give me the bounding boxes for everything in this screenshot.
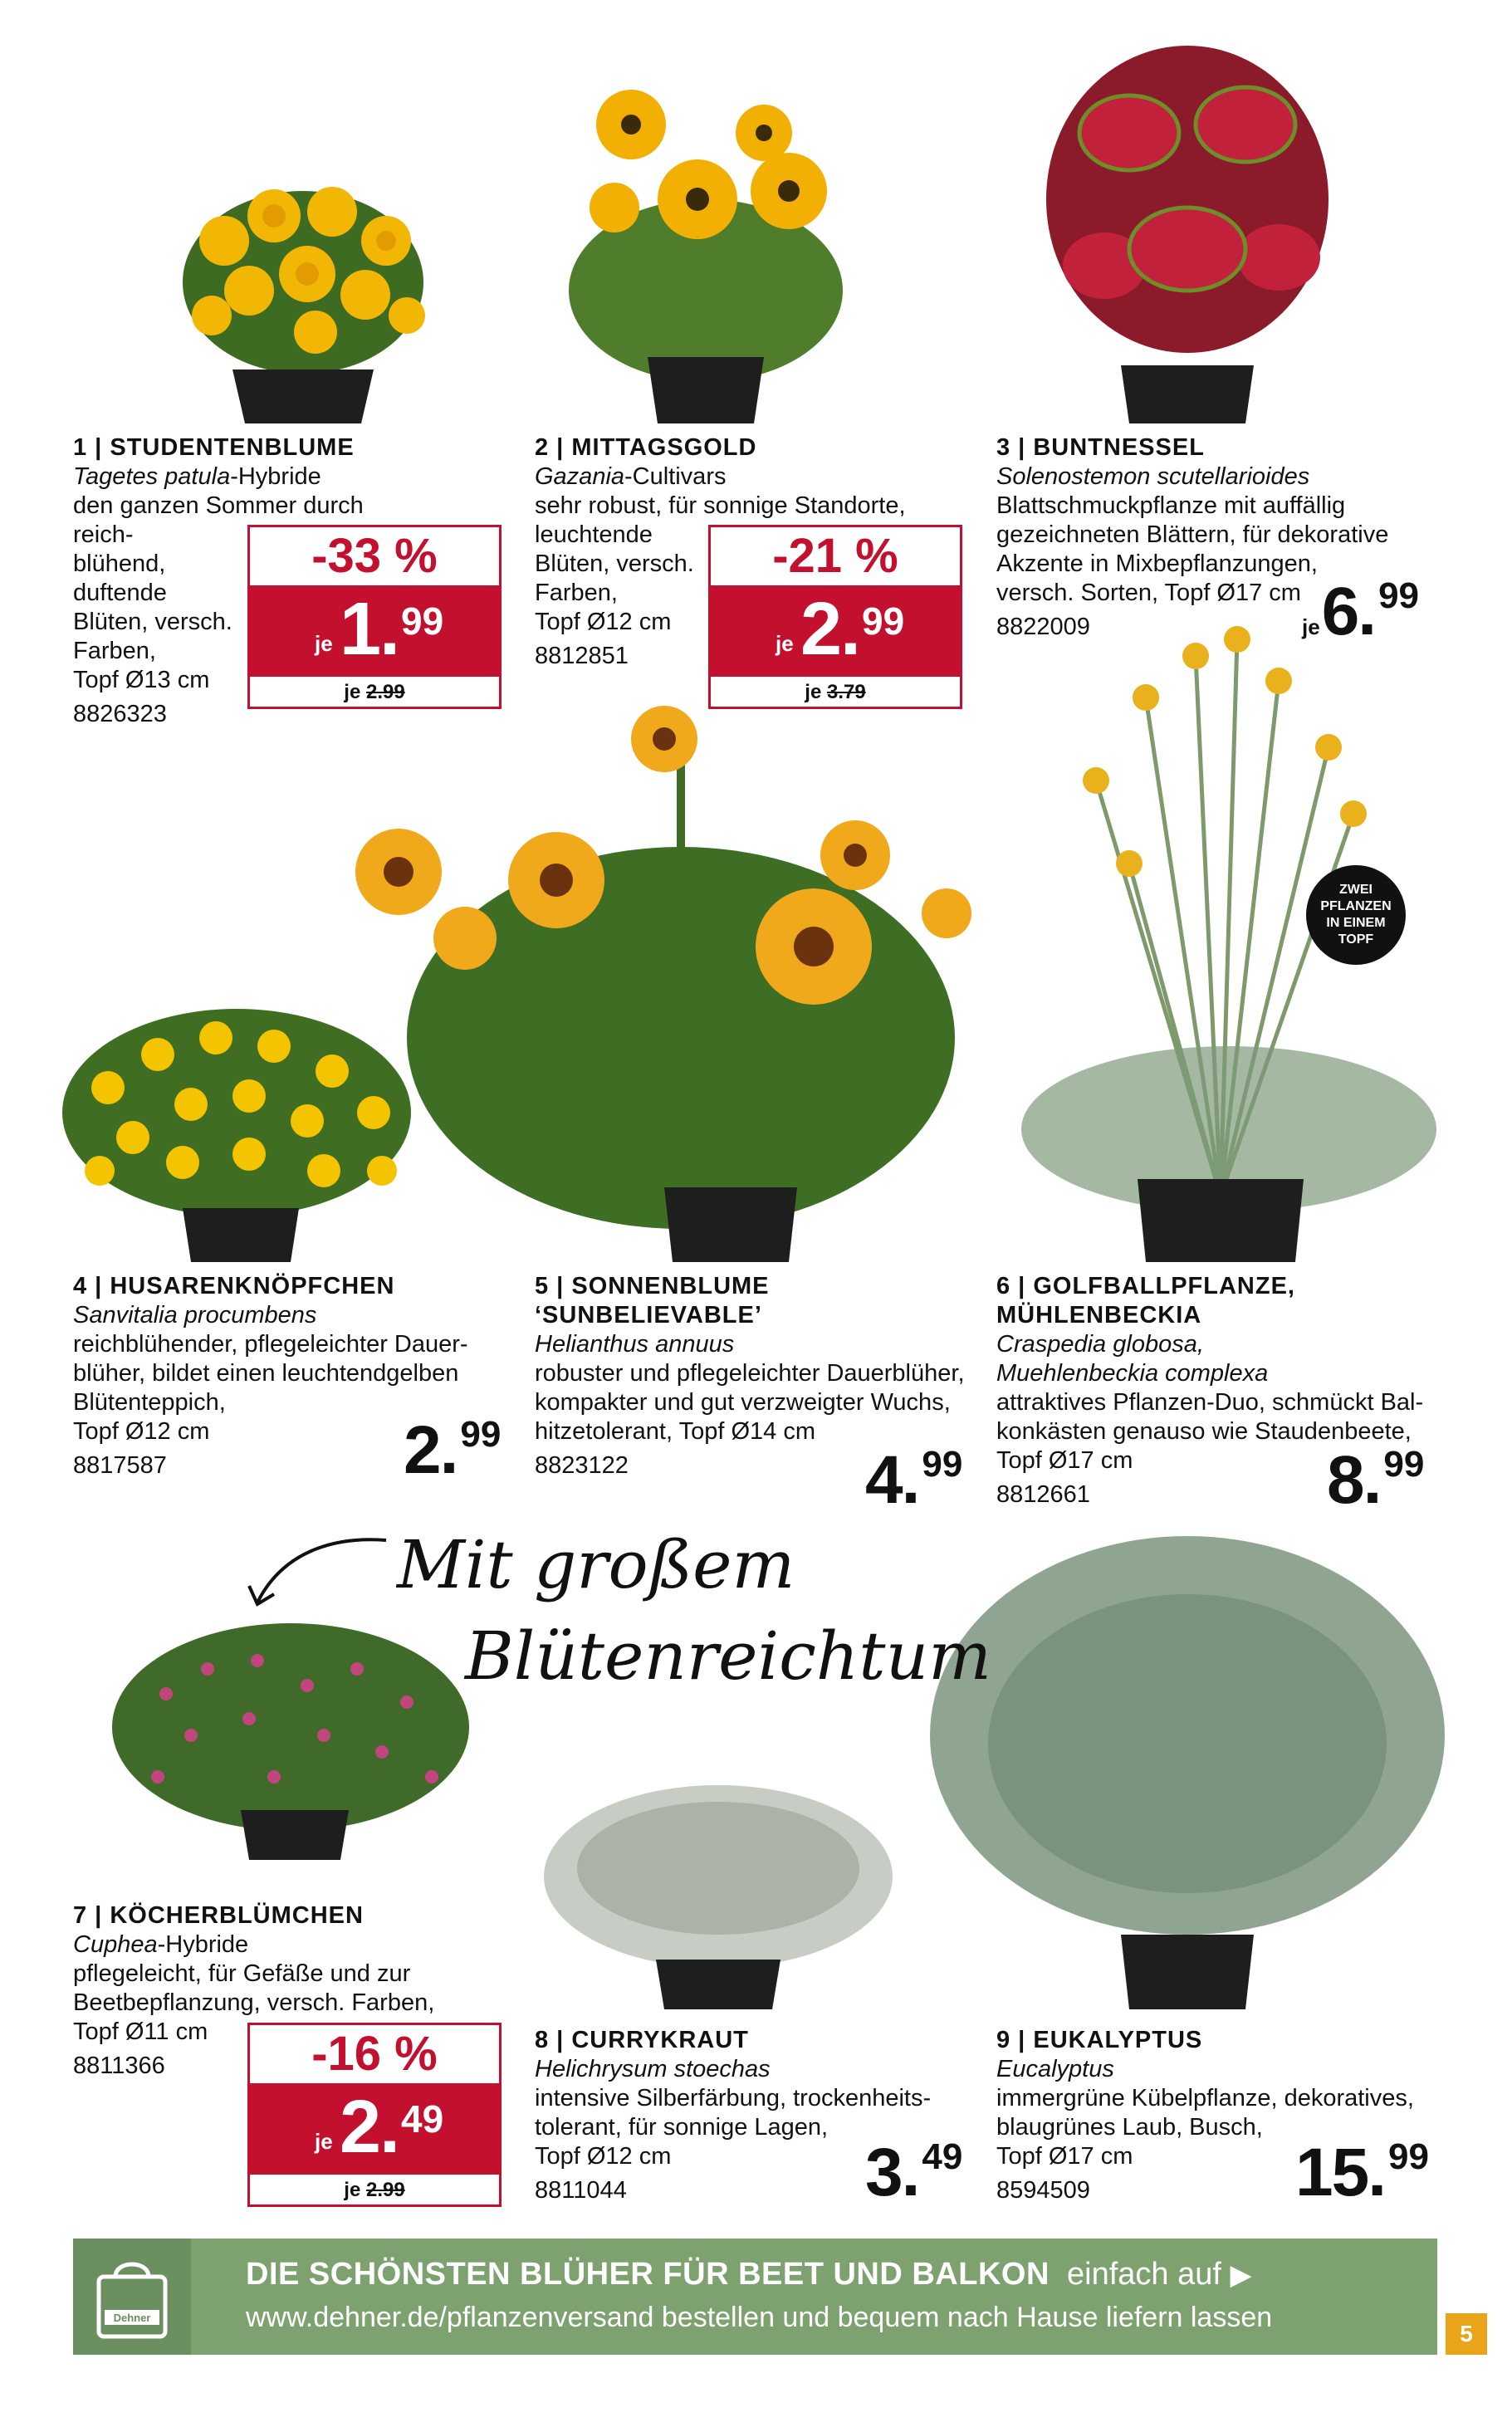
sale-price: je 2. 49 <box>250 2083 499 2175</box>
sale-price: je 1. 99 <box>250 585 499 677</box>
chevron-right-icon: ▶ <box>1230 2259 1252 2291</box>
gazania-plant-image <box>556 75 855 423</box>
marigold-plant-image <box>166 149 440 423</box>
discount-percent: -16 % <box>250 2025 499 2083</box>
sale-price-box-mittagsgold <box>708 525 962 709</box>
product-title: 5 | SONNENBLUME <box>535 1273 770 1299</box>
product-desc-line: Blüten, versch. <box>535 550 694 577</box>
footer-link-text[interactable]: www.dehner.de/pflanzenversand bestellen und bequem nach Hause liefern lassen <box>246 2302 1273 2333</box>
product-desc-line: attraktives Pflanzen-Duo, schmückt Bal- <box>996 1389 1424 1416</box>
product-latin: Solenostemon scutellarioides <box>996 463 1310 490</box>
product-title: 9 | EUKALYPTUS <box>996 2027 1203 2053</box>
product-latin: Tagetes patula-Hybride <box>73 463 321 490</box>
product-title: 2 | MITTAGSGOLD <box>535 434 757 461</box>
product-sku: 8811044 <box>535 2177 627 2204</box>
product-desc-line: den ganzen Sommer durch reich- <box>73 492 364 548</box>
product-latin: Cuphea-Hybride <box>73 1931 249 1958</box>
product-desc-line: Topf Ø17 cm <box>996 2143 1133 2170</box>
svg-text:Dehner: Dehner <box>113 2312 151 2324</box>
product-latin: Gazania-Cultivars <box>535 463 727 490</box>
price-currykraut: 3.49 <box>865 2135 963 2210</box>
product-sku: 8594509 <box>996 2177 1090 2204</box>
product-desc-line: Topf Ø12 cm <box>73 1418 210 1445</box>
product-desc-line: pflegeleicht, für Gefäße und zur <box>73 1960 411 1987</box>
product-desc-line: kompakter und gut verzweigter Wuchs, <box>535 1389 951 1416</box>
cuphea-plant-image <box>108 1611 473 1860</box>
eucalyptus-plant-image <box>922 1528 1453 2009</box>
product-title: 3 | BUNTNESSEL <box>996 434 1205 461</box>
price-eukalyptus: 15.99 <box>1295 2135 1429 2210</box>
product-desc-line: Topf Ø17 cm <box>996 1447 1133 1474</box>
product-title: 6 | GOLFBALLPFLANZE, <box>996 1273 1295 1299</box>
sunflower-plant-image <box>349 689 1013 1262</box>
product-title-line2: MÜHLENBECKIA <box>996 1302 1202 1328</box>
product-desc-line: hitzetolerant, Topf Ø14 cm <box>535 1418 815 1445</box>
product-latin: Sanvitalia procumbens <box>73 1302 317 1328</box>
product-sku: 8811366 <box>73 2053 165 2079</box>
product-title: 7 | KÖCHERBLÜMCHEN <box>73 1902 364 1929</box>
product-desc-line: Blattschmuckpflanze mit auffällig <box>996 492 1346 519</box>
product-desc-line: Blütenteppich, <box>73 1389 226 1416</box>
curved-arrow-icon <box>241 1528 390 1619</box>
footer-headline: DIE SCHÖNSTEN BLÜHER FÜR BEET UND BALKON einfach auf ▶ <box>246 2257 1252 2292</box>
product-title: 1 | STUDENTENBLUME <box>73 434 355 461</box>
product-desc-line: immergrüne Kübelpflanze, dekoratives, <box>996 2085 1414 2111</box>
product-latin: Helichrysum stoechas <box>535 2056 771 2082</box>
product-desc-line: leuchtende <box>535 521 653 548</box>
product-desc-line: konkästen genauso wie Staudenbeete, <box>996 1418 1412 1445</box>
product-desc-line: versch. Sorten, Topf Ø17 cm <box>996 580 1301 606</box>
price-sonnenblume: 4.99 <box>865 1442 963 1518</box>
discount-percent: -33 % <box>250 527 499 585</box>
two-plants-badge: ZWEI PFLANZEN IN EINEM TOPF <box>1306 865 1406 965</box>
product-latin: Craspedia globosa, <box>996 1331 1204 1358</box>
product-desc-line: Topf Ø11 cm <box>73 2018 208 2045</box>
product-desc-line: blühend, <box>73 550 166 577</box>
dehner-logo <box>73 2239 191 2355</box>
product-sku: 8812851 <box>535 643 629 669</box>
product-title: 8 | CURRYKRAUT <box>535 2027 749 2053</box>
curry-plant-image <box>540 1777 897 2009</box>
old-price: je 2.99 <box>344 2179 405 2201</box>
sale-price-box-koecherbluemchen <box>247 2023 502 2207</box>
product-desc-line: sehr robust, für sonnige Standorte, <box>535 492 906 519</box>
price-husarenknoepfchen: 2.99 <box>404 1412 502 1488</box>
coleus-plant-image <box>1038 33 1337 423</box>
price-buntnessel: je6.99 <box>1302 574 1420 649</box>
product-sku: 8826323 <box>73 701 167 727</box>
product-desc-line: tolerant, für sonnige Lagen, <box>535 2114 829 2141</box>
product-desc-line: Blüten, versch. <box>73 609 232 635</box>
product-desc-line: Topf Ø12 cm <box>535 609 672 635</box>
price-golfballpflanze: 8.99 <box>1327 1442 1425 1518</box>
product-latin: Eucalyptus <box>996 2056 1114 2082</box>
product-latin: Helianthus annuus <box>535 1331 735 1358</box>
script-headline-line1: Mit großem <box>397 1526 795 1603</box>
product-desc-line: Farben, <box>73 638 156 664</box>
script-headline-line2: Blütenreichtum <box>465 1617 991 1695</box>
product-desc-line: blüher, bildet einen leuchtendgelben <box>73 1360 459 1387</box>
shopping-bag-icon <box>73 2239 191 2355</box>
product-sku: 8812661 <box>996 1481 1090 1508</box>
product-desc-line: Topf Ø13 cm <box>73 667 210 693</box>
old-price: je 2.99 <box>344 681 405 703</box>
product-desc-line: gezeichneten Blättern, für dekorative <box>996 521 1389 548</box>
page-number: 5 <box>1446 2313 1487 2355</box>
discount-percent: -21 % <box>711 527 960 585</box>
product-desc-line: Akzente in Mixbepflanzungen, <box>996 550 1318 577</box>
product-desc-line: intensive Silberfärbung, trockenheits- <box>535 2085 932 2111</box>
product-desc-line: Beetbepflanzung, versch. Farben, <box>73 1989 435 2016</box>
product-sku: 8817587 <box>73 1452 167 1479</box>
product-title: 4 | HUSARENKNÖPFCHEN <box>73 1273 395 1299</box>
footer-banner[interactable] <box>73 2239 1437 2355</box>
product-desc-line: Farben, <box>535 580 618 606</box>
old-price: je 3.79 <box>805 681 866 703</box>
sale-price-box-studentenblume <box>247 525 502 709</box>
product-sku: 8822009 <box>996 614 1090 640</box>
product-latin-line2: Muehlenbeckia complexa <box>996 1360 1269 1387</box>
sale-price: je 2. 99 <box>711 585 960 677</box>
product-desc-line: duftende <box>73 580 167 606</box>
product-sku: 8823122 <box>535 1452 629 1479</box>
product-desc-line: reichblühender, pflegeleichter Dauer- <box>73 1331 468 1358</box>
product-desc-line: Topf Ø12 cm <box>535 2143 672 2170</box>
product-desc-line: blaugrünes Laub, Busch, <box>996 2114 1263 2141</box>
product-desc-line: robuster und pflegeleichter Dauerblüher, <box>535 1360 965 1387</box>
product-title-line2: ‘SUNBELIEVABLE’ <box>535 1302 762 1328</box>
